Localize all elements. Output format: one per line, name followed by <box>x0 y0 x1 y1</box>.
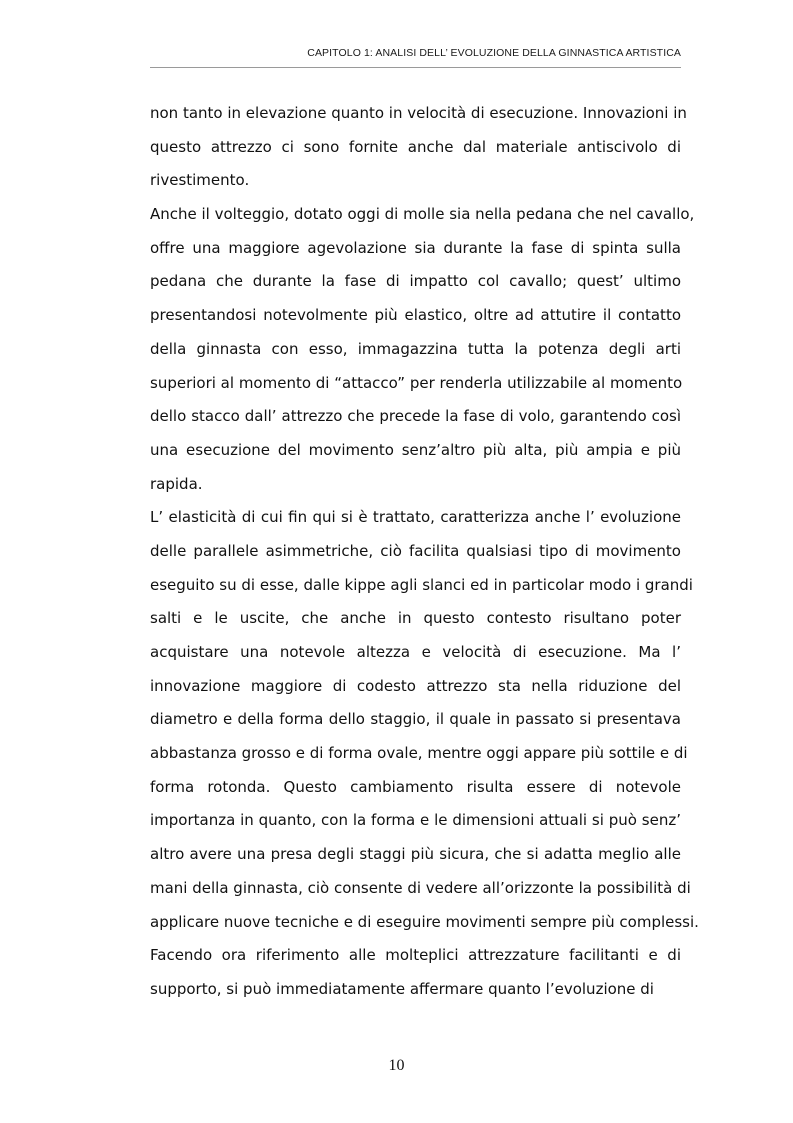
text-line: Anche il volteggio, dotato oggi di molle sia nella pedana che nel cavallo, <box>150 205 695 224</box>
text-line: diametro e della forma dello staggio, il quale in passato si presentava <box>150 710 681 729</box>
text-line: importanza in quanto, con la forma e le dimensioni attuali si può senz’ <box>150 811 681 830</box>
text-line: applicare nuove tecniche e di eseguire movimenti sempre più complessi. <box>150 912 699 931</box>
text-line: rivestimento. <box>150 171 250 190</box>
text-line: pedana che durante la fase di impatto col cavallo; quest’ ultimo <box>150 272 681 291</box>
text-line: mani della ginnasta, ciò consente di vedere all’orizzonte la possibilità di <box>150 878 691 897</box>
page-number: 10 <box>388 1057 405 1074</box>
text-line: della ginnasta con esso, immagazzina tutta la potenza degli arti <box>150 339 681 358</box>
text-line: Facendo ora riferimento alle molteplici attrezzature facilitanti e di <box>150 946 681 965</box>
text-line: supporto, si può immediatamente affermare quanto l’evoluzione di <box>150 979 654 998</box>
text-line: acquistare una notevole altezza e velocità di esecuzione. Ma l’ <box>150 643 681 661</box>
text-line: delle parallele asimmetriche, ciò facilita qualsiasi tipo di movimento <box>150 541 681 560</box>
text-line: non tanto in elevazione quanto in velocità di esecuzione. Innovazioni in <box>150 104 687 122</box>
text-line: dello stacco dall’ attrezzo che precede la fase di volo, garantendo così <box>150 407 681 426</box>
text-line: una esecuzione del movimento senz’altro più alta, più ampia e più <box>150 440 681 459</box>
text-line: innovazione maggiore di codesto attrezzo sta nella riduzione del <box>150 676 681 695</box>
text-line: altro avere una presa degli staggi più sicura, che si adatta meglio alle <box>150 845 681 864</box>
header-rule <box>150 67 681 68</box>
text-line: L’ elasticità di cui fin qui si è trattato, caratterizza anche l’ evoluzione <box>150 508 681 527</box>
text-line: offre una maggiore agevolazione sia durante la fase di spinta sulla <box>150 238 681 257</box>
body-text <box>150 97 699 1007</box>
text-line: rapida. <box>150 474 203 493</box>
text-line: salti e le uscite, che anche in questo contesto risultano poter <box>150 609 681 628</box>
text-line: forma rotonda. Questo cambiamento risulta essere di notevole <box>150 777 681 796</box>
text-line: presentandosi notevolmente più elastico, oltre ad attutire il contatto <box>150 306 681 325</box>
text-line: eseguito su di esse, dalle kippe agli slanci ed in particolar modo i grandi <box>150 575 693 594</box>
text-line: superiori al momento di “attacco” per renderla utilizzabile al momento <box>150 373 683 392</box>
text-line: questo attrezzo ci sono fornite anche dal materiale antiscivolo di <box>150 137 681 156</box>
text-line: abbastanza grosso e di forma ovale, mentre oggi appare più sottile e di <box>150 744 688 763</box>
running-header: CAPITOLO 1: ANALISI DELL’ EVOLUZIONE DELLA GINNASTICA ARTISTICA <box>307 47 681 59</box>
